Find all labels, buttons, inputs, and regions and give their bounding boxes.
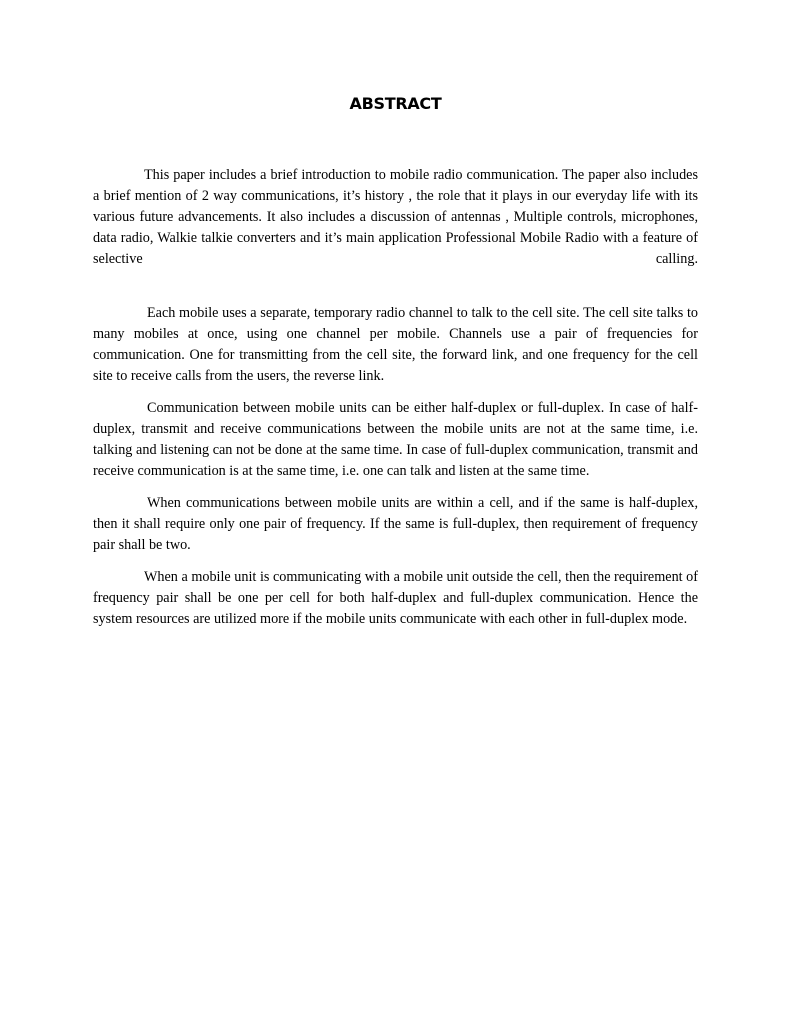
paragraph-duplex-modes: Communication between mobile units can be either half-duplex or full-duplex. In case of half-duplex, transmit and receive communications between the mobile units are not at the same time, i.e. talking and listening can not be done at the same time. In case of full-duplex communication, transmit and receive communication is at the same time, i.e. one can talk and listen at the same time.: [93, 400, 698, 479]
abstract-body: [93, 165, 698, 630]
paragraph-outside-cell: When a mobile unit is communicating with a mobile unit outside the cell, then the requirement of frequency pair shall be one per cell for both half-duplex and full-duplex communication. Hence the system resources are utilized more if the mobile units communicate with each other in full-duplex mode.: [93, 569, 698, 627]
abstract-title: ABSTRACT: [349, 94, 442, 113]
paragraph-radio-channel: Each mobile uses a separate, temporary radio channel to talk to the cell site. The cell site talks to many mobiles at once, using one channel per mobile. Channels use a pair of frequencies for communication. One for transmitting from the cell site, the forward link, and one frequency for the cell site to receive calls from the users, the reverse link.: [93, 305, 698, 384]
paragraph-introduction: This paper includes a brief introduction to mobile radio communication. The paper also includes a brief mention of 2 way communications, it’s history , the role that it plays in our everyday life with its various future advancements. It also includes a discussion of antennas , Multiple controls, microphones, data radio, Walkie talkie converters and it’s main application Professional Mobile Radio with a feature of selective calling.: [93, 167, 698, 267]
paragraph-within-cell: When communications between mobile units are within a cell, and if the same is half-duplex, then it shall require only one pair of frequency. If the same is full-duplex, then requirement of frequency pair shall be two.: [93, 495, 698, 553]
